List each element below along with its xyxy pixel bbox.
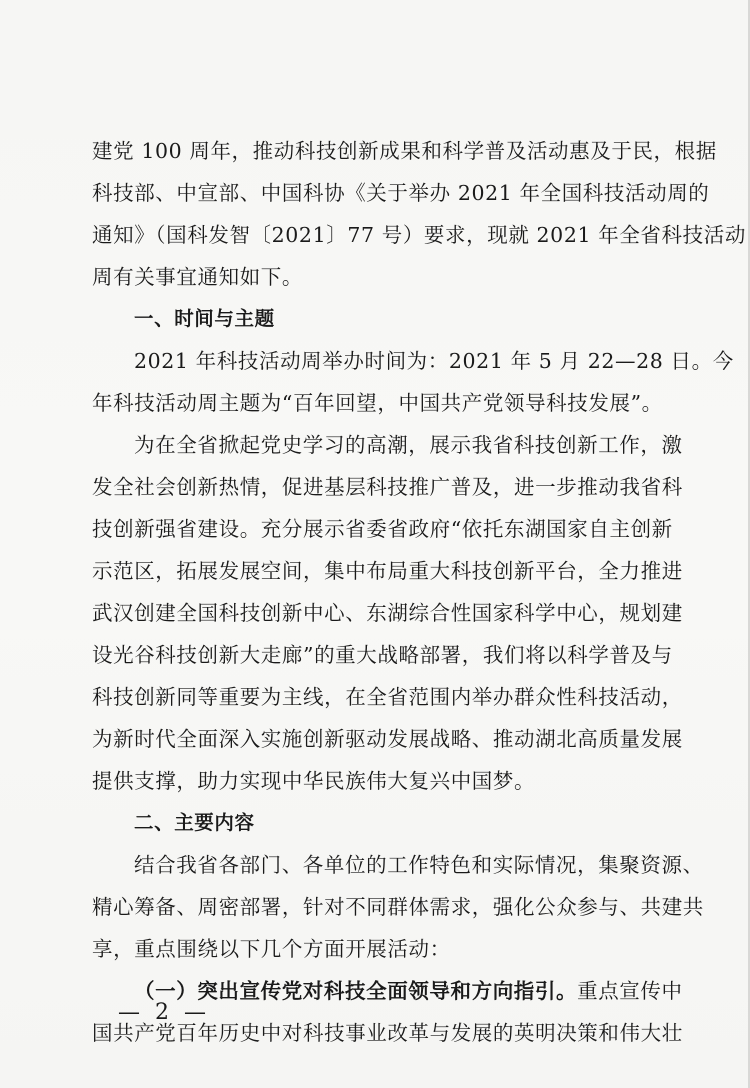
section-heading-main-content: 二、主要内容	[134, 811, 255, 834]
paragraph-3-line-1: 为在全省掀起党史学习的高潮，展示我省科技创新工作，激	[134, 433, 683, 457]
paragraph-1-line-4: 周有关事宜通知如下。	[92, 265, 303, 289]
page-number: — 2 —	[118, 1000, 210, 1025]
paragraph-1-line-3: 通知》（国科发智〔2021〕77 号）要求，现就 2021 年全省科技活动	[92, 223, 746, 247]
paragraph-1-line-1: 建党 100 周年，推动科技创新成果和科学普及活动惠及于民，根据	[92, 139, 717, 163]
paragraph-3-line-9: 提供支撑，助力实现中华民族伟大复兴中国梦。	[92, 769, 536, 793]
paragraph-4-line-1: 结合我省各部门、各单位的工作特色和实际情况，集聚资源、	[134, 853, 704, 877]
paragraph-2-line-1: 2021 年科技活动周举办时间为：2021 年 5 月 22—28 日。今	[134, 349, 734, 373]
paragraph-1-line-2: 科技部、中宣部、中国科协《关于举办 2021 年全国科技活动周的	[92, 181, 710, 205]
paragraph-3-line-8: 为新时代全面深入实施创新驱动发展战略、推动湖北高质量发展	[92, 727, 683, 751]
paragraph-3-line-3: 技创新强省建设。充分展示省委省政府“依托东湖国家自主创新	[92, 517, 673, 541]
paragraph-2-line-2: 年科技活动周主题为“百年回望，中国共产党领导科技发展”。	[92, 391, 663, 415]
paragraph-5-line-2: 国共产党百年历史中对科技事业改革与发展的英明决策和伟大壮	[92, 1021, 683, 1045]
subsection-heading-1: （一）突出宣传党对科技全面领导和方向指引。	[134, 979, 578, 1003]
paragraph-3-line-5: 武汉创建全国科技创新中心、东湖综合性国家科学中心，规划建	[92, 601, 683, 625]
document-body	[92, 130, 746, 1054]
paragraph-5-line-1-text: 重点宣传中	[577, 979, 683, 1003]
paragraph-3-line-7: 科技创新同等重要为主线，在全省范围内举办群众性科技活动，	[92, 685, 683, 709]
paragraph-3-line-2: 发全社会创新热情，促进基层科技推广普及，进一步推动我省科	[92, 475, 683, 499]
paragraph-3-line-6: 设光谷科技创新大走廊”的重大战略部署，我们将以科学普及与	[92, 643, 673, 667]
section-heading-time-theme: 一、时间与主题	[134, 307, 275, 330]
paragraph-4-line-2: 精心筹备、周密部署，针对不同群体需求，强化公众参与、共建共	[92, 895, 704, 919]
paragraph-4-line-3: 享，重点围绕以下几个方面开展活动：	[92, 937, 451, 961]
paragraph-3-line-4: 示范区，拓展发展空间，集中布局重大科技创新平台，全力推进	[92, 559, 683, 583]
